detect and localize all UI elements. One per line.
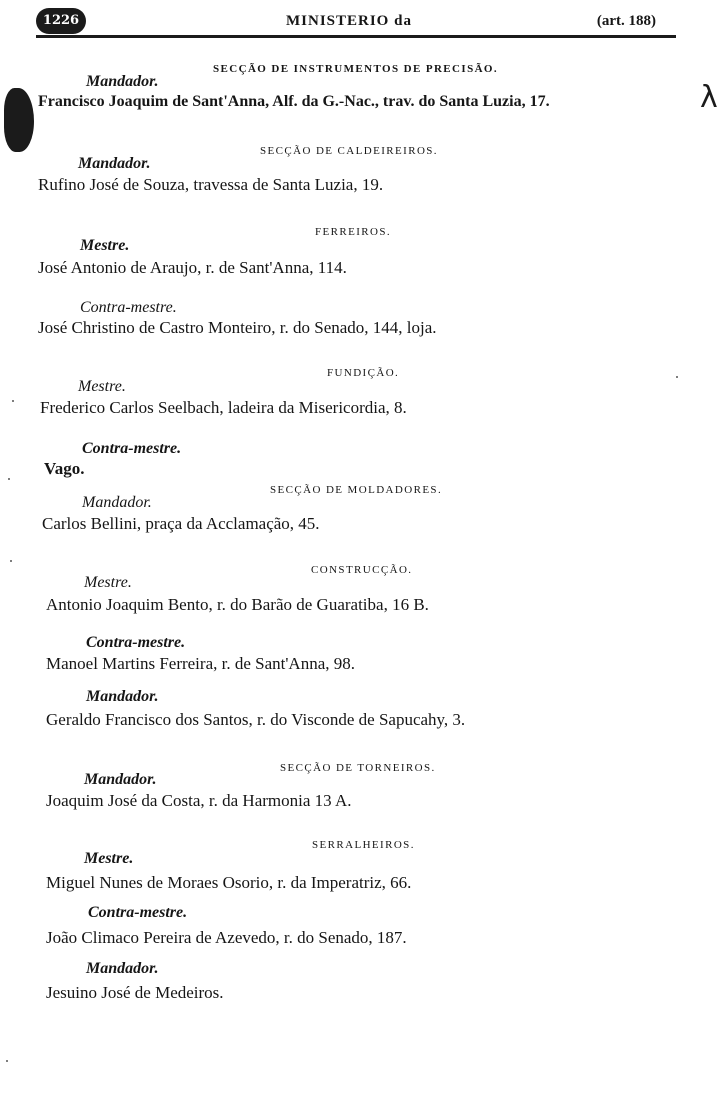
- section-title: SERRALHEIROS.: [312, 839, 415, 851]
- section-title: SECÇÃO DE CALDEIREIROS.: [260, 145, 438, 157]
- scan-speck: [12, 400, 14, 402]
- role-label: Contra-mestre.: [80, 299, 177, 316]
- scan-speck: [6, 1060, 8, 1062]
- personnel-entry: José Christino de Castro Monteiro, r. do Senado, 144, loja.: [38, 318, 437, 337]
- personnel-entry: Miguel Nunes de Moraes Osorio, r. da Imperatriz, 66.: [46, 873, 412, 892]
- personnel-entry: Joaquim José da Costa, r. da Harmonia 13 A.: [46, 791, 352, 810]
- scan-speck: [8, 478, 10, 480]
- role-label: Mandador.: [84, 771, 157, 788]
- role-label: Mandador.: [86, 688, 159, 705]
- personnel-entry: Antonio Joaquim Bento, r. do Barão de Guaratiba, 16 B.: [46, 595, 429, 614]
- personnel-entry: Rufino José de Souza, travessa de Santa Luzia, 19.: [38, 175, 384, 194]
- role-label: Mandador.: [86, 73, 159, 90]
- role-label: Mestre.: [84, 850, 134, 867]
- personnel-entry: Francisco Joaquim de Sant'Anna, Alf. da G.-Nac., trav. do Santa Luzia, 17.: [38, 93, 550, 110]
- role-label: Mandador.: [82, 494, 152, 511]
- section-title: SECÇÃO DE TORNEIROS.: [280, 762, 436, 774]
- personnel-entry: Jesuino José de Medeiros.: [46, 983, 224, 1002]
- personnel-entry: Carlos Bellini, praça da Acclamação, 45.: [42, 514, 320, 533]
- personnel-entry: João Climaco Pereira de Azevedo, r. do Senado, 187.: [46, 928, 407, 947]
- section-title: SECÇÃO DE INSTRUMENTOS DE PRECISÃO.: [213, 63, 499, 75]
- page-number: 1226: [36, 8, 86, 34]
- personnel-entry: Vago.: [44, 459, 85, 478]
- section-title: SECÇÃO DE MOLDADORES.: [270, 484, 443, 496]
- personnel-entry: José Antonio de Araujo, r. de Sant'Anna, 114.: [38, 258, 347, 277]
- running-title: MINISTERIO da: [286, 13, 412, 29]
- role-label: Contra-mestre.: [88, 904, 188, 921]
- scan-speck: [676, 376, 678, 378]
- role-label: Contra-mestre.: [86, 634, 186, 651]
- role-label: Mandador.: [78, 155, 151, 172]
- margin-mark: λ: [700, 80, 718, 115]
- running-header: [36, 6, 676, 36]
- personnel-entry: Frederico Carlos Seelbach, ladeira da Misericordia, 8.: [40, 398, 407, 417]
- role-label: Mestre.: [80, 237, 130, 254]
- role-label: Mestre.: [78, 378, 126, 395]
- personnel-entry: Manoel Martins Ferreira, r. de Sant'Anna, 98.: [46, 654, 355, 673]
- article-reference: (art. 188): [596, 13, 656, 29]
- section-title: CONSTRUCÇÃO.: [311, 564, 413, 576]
- header-rule: [36, 35, 676, 38]
- role-label: Mandador.: [86, 960, 159, 977]
- role-label: Mestre.: [84, 574, 132, 591]
- section-title: FUNDIÇÃO.: [327, 367, 400, 379]
- scan-speck: [10, 560, 12, 562]
- section-title: FERREIROS.: [315, 226, 392, 238]
- ink-blot: [4, 88, 34, 152]
- role-label: Contra-mestre.: [82, 440, 182, 457]
- personnel-entry: Geraldo Francisco dos Santos, r. do Visconde de Sapucahy, 3.: [46, 710, 466, 729]
